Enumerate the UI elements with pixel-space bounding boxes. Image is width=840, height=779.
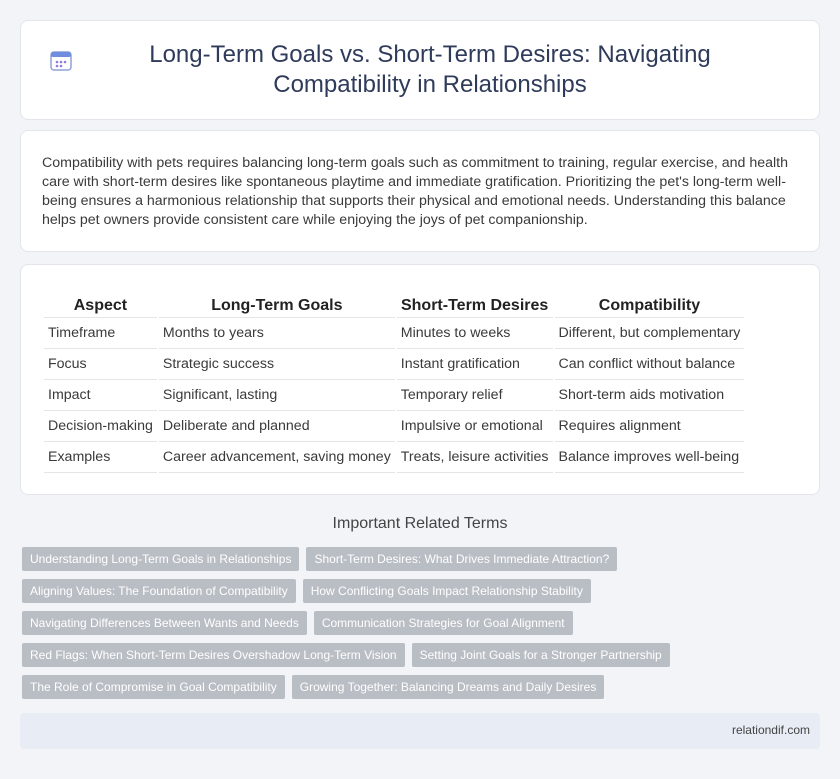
table-cell: Focus	[44, 349, 157, 380]
footer-site-link[interactable]: relationdif.com	[731, 723, 810, 737]
table-cell: Short-term aids motivation	[555, 380, 745, 411]
table-row	[44, 442, 744, 473]
tag-row	[22, 579, 822, 603]
tag-row	[22, 643, 822, 667]
comparison-card	[20, 264, 820, 495]
table-cell: Treats, leisure activities	[397, 442, 553, 473]
related-term-link[interactable]: Communication Strategies for Goal Alignment	[314, 611, 573, 635]
table-header-row	[44, 295, 744, 318]
table-cell: Timeframe	[44, 318, 157, 349]
table-row	[44, 349, 744, 380]
intro-card	[20, 130, 820, 252]
related-term-link[interactable]: The Role of Compromise in Goal Compatibility	[22, 675, 285, 699]
header-card	[20, 20, 820, 120]
page-title: Long-Term Goals vs. Short-Term Desires: Navigating Compatibility in Relationships	[149, 41, 711, 98]
tag-row	[22, 675, 822, 699]
table-row	[44, 380, 744, 411]
tag-row	[22, 547, 822, 571]
table-cell: Requires alignment	[555, 411, 745, 442]
table-cell: Can conflict without balance	[555, 349, 745, 380]
table-row	[44, 318, 744, 349]
table-cell: Significant, lasting	[159, 380, 395, 411]
table-cell: Impulsive or emotional	[397, 411, 553, 442]
table-cell: Balance improves well-being	[555, 442, 745, 473]
related-terms-list	[22, 547, 822, 707]
column-header-aspect: Aspect	[44, 295, 157, 318]
table-cell: Decision-making	[44, 411, 157, 442]
column-header-long-term: Long-Term Goals	[159, 295, 395, 318]
table-cell: Examples	[44, 442, 157, 473]
intro-paragraph: Compatibility with pets requires balancing long-term goals such as commitment to training, regular exercise, and health care with short-term desires like spontaneous playtime and immediate gratification. Prioritizing the pet's long-term well-being ensures a harmonious relationship that supports their physical and emotional needs. Understanding this balance helps pet owners provide consistent care while enjoying the joys of pet companionship.	[42, 155, 788, 228]
table-cell: Minutes to weeks	[397, 318, 553, 349]
related-term-link[interactable]: How Conflicting Goals Impact Relationship Stability	[303, 579, 591, 603]
footer	[20, 713, 820, 749]
table-cell: Different, but complementary	[555, 318, 745, 349]
table-cell: Career advancement, saving money	[159, 442, 395, 473]
related-term-link[interactable]: Navigating Differences Between Wants and Needs	[22, 611, 307, 635]
table-cell: Months to years	[159, 318, 395, 349]
related-terms-heading: Important Related Terms	[332, 515, 508, 532]
tag-row	[22, 611, 822, 635]
table-cell: Strategic success	[159, 349, 395, 380]
table-row	[44, 411, 744, 442]
comparison-table	[42, 295, 746, 473]
column-header-short-term: Short-Term Desires	[397, 295, 553, 318]
table-cell: Impact	[44, 380, 157, 411]
table-cell: Instant gratification	[397, 349, 553, 380]
related-term-link[interactable]: Short-Term Desires: What Drives Immediate Attraction?	[306, 547, 617, 571]
table-cell: Deliberate and planned	[159, 411, 395, 442]
related-term-link[interactable]: Setting Joint Goals for a Stronger Partnership	[412, 643, 670, 667]
related-term-link[interactable]: Red Flags: When Short-Term Desires Overshadow Long-Term Vision	[22, 643, 405, 667]
related-term-link[interactable]: Understanding Long-Term Goals in Relationships	[22, 547, 299, 571]
table-cell: Temporary relief	[397, 380, 553, 411]
related-term-link[interactable]: Aligning Values: The Foundation of Compatibility	[22, 579, 296, 603]
related-term-link[interactable]: Growing Together: Balancing Dreams and Daily Desires	[292, 675, 605, 699]
column-header-compatibility: Compatibility	[555, 295, 745, 318]
